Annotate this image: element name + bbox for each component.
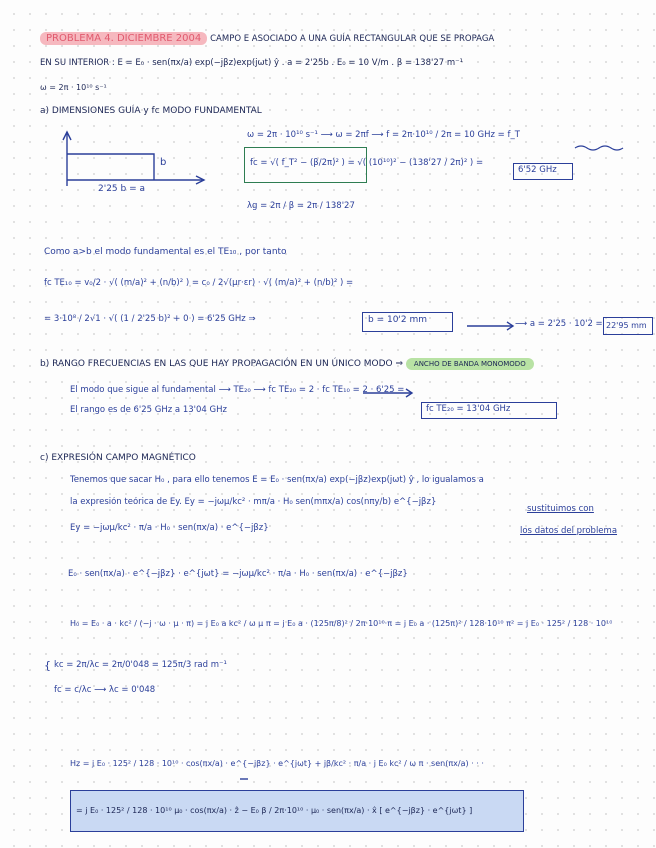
kc-equation: kc = 2π/λc = 2π/0'048 = 125π/3 rad m⁻¹: [54, 660, 227, 670]
h0-derivation: H₀ = E₀ · a · kc² / (−j · ω · μ · π) = j E₀ a kc² / ω μ π = j E₀ a · (125π/8)² / 2π·10¹⁰·π = j E₀ a · (125π)² / 128·10¹⁰ π² = j E₀ · 125² / 128 · 10¹⁰: [70, 619, 613, 628]
section-b-title: b) RANGO FRECUENCIAS EN LAS QUE HAY PROPAGACIÓN EN UN ÚNICO MODO ⇒: [40, 359, 404, 369]
next-mode-text: El modo que sigue al fundamental ⟶ TE₂₀ ⟶ fc TE₂₀ = 2 · fc TE₁₀ = 2 · 6'25 =: [70, 385, 405, 395]
lambda-g-equation: λg = 2π / β = 2π / 138'27: [247, 201, 355, 211]
equality-equation: E₀ · sen(πx/a) · e^{−jβz} · e^{jωt} = −jωμ/kc² · π/a · H₀ · sen(πx/a) · e^{−jβz}: [68, 569, 408, 579]
fc-te10-numeric: = 3·10⁸ / 2√1 · √( (1 / 2'25 b)² + 0 ) = 6'25 GHz ⇒: [44, 314, 256, 324]
frequency-range-text: El rango es de 6'25 GHz a 13'04 GHz: [70, 405, 227, 415]
fc-formula: fc = √( f_T² − (β/2π)² ) = √( (10¹⁰)² − (138'27 / 2π)² ) =: [250, 158, 484, 168]
band-label: ANCHO DE BANDA MONOMODO: [406, 358, 534, 370]
statement-line-2: EN SU INTERIOR : E = E₀ · sen(πx/a) exp(−jβz)exp(jωt) ŷ . a = 2'25b . E₀ = 10 V/m . β = 138'27 m⁻¹: [40, 58, 464, 68]
sketch-b-label: b: [160, 157, 167, 168]
section-c-p2: la expresión teórica de Ey. Ey = −jωμ/kc² · mπ/a · H₀ sen(mπx/a) cos(nπy/b) e^{−jβz}: [70, 497, 437, 507]
section-a-heading: a) DIMENSIONES GUÍA y fc MODO FUNDAMENTAL: [40, 106, 262, 116]
statement-line-3: ω = 2π · 10¹⁰ s⁻¹: [40, 83, 107, 92]
title-highlight: PROBLEMA 4. DICIEMBRE 2004: [40, 32, 207, 45]
section-c-p1: Tenemos que sacar H₀ , para ello tenemos E = E₀ · sen(πx/a) exp(−jβz)exp(jωt) ŷ , lo igualamos a: [70, 475, 484, 485]
fc-result: 6'52 GHz: [518, 165, 557, 175]
fc-te10-formula: fc TE₁₀ = v₀/2 · √( (m/a)² + (n/b)² ) = c₀ / 2√(μr·εr) · √( (m/a)² + (n/b)² ) =: [44, 278, 354, 288]
sketch-rect: [67, 154, 154, 180]
hz-equation: Hz = j E₀ · 125² / 128 · 10¹⁰ · cos(πx/a) · e^{−jβz} · e^{jωt} + jβ/kc² · π/a · j E₀ kc² / ω π · sen(πx/a) · · ·: [70, 759, 484, 768]
note-problem-data: los datos del problema: [520, 526, 618, 536]
final-result: = j E₀ · 125² / 128 · 10¹⁰ μ₀ · cos(πx/a) · ẑ − E₀ β / 2π·10¹⁰ · μ₀ · sen(πx/a) · x̂ [ e^{−jβz} · e^{jωt} ]: [76, 806, 473, 815]
b-result: b = 10'2 mm: [368, 315, 428, 325]
fundamental-mode-text: Como a>b el modo fundamental es el TE₁₀ , por tanto: [44, 247, 287, 257]
fte20-result: fc TE₂₀ = 13'04 GHz: [426, 404, 511, 414]
fT-squiggle: [575, 146, 623, 150]
brace: {: [44, 659, 51, 672]
a-result: 22'95 mm: [606, 321, 647, 330]
omega-equation: ω = 2π · 10¹⁰ s⁻¹ ⟶ ω = 2πf ⟶ f = 2π·10¹⁰ / 2π = 10 GHz = f_T: [247, 130, 520, 140]
note-substitute: sustituimos con: [527, 504, 594, 514]
a-computation: ⟶ a = 2'25 · 10'2 =: [515, 319, 603, 329]
section-b-heading: [40, 359, 534, 370]
ey-simplified: Ey = −jωμ/kc² · π/a · H₀ · sen(πx/a) · e^{−jβz}: [70, 523, 269, 533]
title-rest: CAMPO E ASOCIADO A UNA GUÍA RECTANGULAR QUE SE PROPAGA: [210, 34, 495, 44]
sketch-a-label: 2'25 b = a: [98, 184, 146, 194]
fc-lambda-equation: fc = c/λc ⟶ λc = 0'048: [54, 685, 156, 695]
section-c-heading: c) EXPRESIÓN CAMPO MAGNÉTICO: [40, 453, 196, 463]
